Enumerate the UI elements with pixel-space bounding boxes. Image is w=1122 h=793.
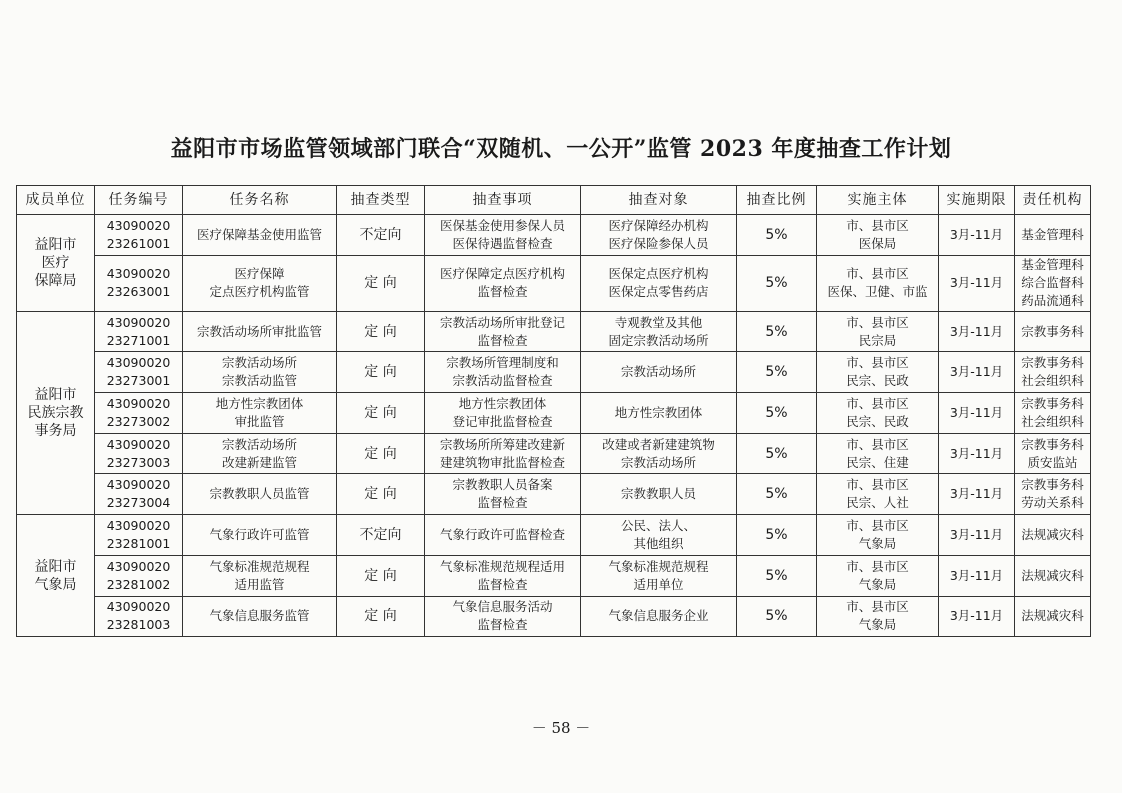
check-target-cell: 地方性宗教团体 [581, 393, 737, 434]
task-code-cell: 43090020 23261001 [95, 215, 183, 256]
header-cell: 抽查事项 [425, 186, 581, 215]
header-cell: 实施期限 [939, 186, 1015, 215]
check-ratio-cell: 5% [737, 352, 817, 393]
check-type-cell: 定 向 [337, 474, 425, 515]
check-ratio-cell: 5% [737, 255, 817, 311]
header-cell: 责任机构 [1015, 186, 1091, 215]
header-cell: 任务名称 [183, 186, 337, 215]
implementer-cell: 市、县市区 民宗、人社 [817, 474, 939, 515]
check-type-cell: 定 向 [337, 555, 425, 596]
task-name-cell: 地方性宗教团体 审批监管 [183, 393, 337, 434]
task-code-cell: 43090020 23273001 [95, 352, 183, 393]
check-ratio-cell: 5% [737, 215, 817, 256]
table-row [17, 474, 1091, 515]
member-unit-cell: 益阳市 民族宗教 事务局 [17, 311, 95, 514]
check-target-cell: 宗教活动场所 [581, 352, 737, 393]
task-name-cell: 医疗保障基金使用监管 [183, 215, 337, 256]
period-cell: 3月-11月 [939, 433, 1015, 474]
responsible-org-cell: 宗教事务科 社会组织科 [1015, 393, 1091, 434]
implementer-cell: 市、县市区 民宗、民政 [817, 393, 939, 434]
implementer-cell: 市、县市区 民宗、住建 [817, 433, 939, 474]
member-unit-cell: 益阳市 医疗 保障局 [17, 215, 95, 312]
responsible-org-cell: 基金管理科 综合监督科 药品流通科 [1015, 255, 1091, 311]
responsible-org-cell: 法规减灾科 [1015, 596, 1091, 637]
task-name-cell: 宗教活动场所 改建新建监管 [183, 433, 337, 474]
check-target-cell: 公民、法人、 其他组织 [581, 515, 737, 556]
task-name-cell: 宗教教职人员监管 [183, 474, 337, 515]
header-cell: 抽查对象 [581, 186, 737, 215]
task-code-cell: 43090020 23273004 [95, 474, 183, 515]
check-target-cell: 气象信息服务企业 [581, 596, 737, 637]
task-code-cell: 43090020 23263001 [95, 255, 183, 311]
responsible-org-cell: 法规减灾科 [1015, 515, 1091, 556]
responsible-org-cell: 宗教事务科 社会组织科 [1015, 352, 1091, 393]
check-ratio-cell: 5% [737, 596, 817, 637]
period-cell: 3月-11月 [939, 255, 1015, 311]
check-type-cell: 不定向 [337, 515, 425, 556]
check-type-cell: 定 向 [337, 352, 425, 393]
table-row [17, 555, 1091, 596]
implementer-cell: 市、县市区 气象局 [817, 515, 939, 556]
period-cell: 3月-11月 [939, 352, 1015, 393]
implementer-cell: 市、县市区 医保、卫健、市监 [817, 255, 939, 311]
header-row [17, 186, 1091, 215]
check-type-cell: 不定向 [337, 215, 425, 256]
responsible-org-cell: 法规减灾科 [1015, 555, 1091, 596]
period-cell: 3月-11月 [939, 555, 1015, 596]
check-ratio-cell: 5% [737, 311, 817, 352]
member-unit-cell: 益阳市 气象局 [17, 515, 95, 637]
table-row [17, 352, 1091, 393]
check-item-cell: 气象行政许可监督检查 [425, 515, 581, 556]
responsible-org-cell: 基金管理科 [1015, 215, 1091, 256]
implementer-cell: 市、县市区 民宗、民政 [817, 352, 939, 393]
check-target-cell: 医疗保障经办机构 医疗保险参保人员 [581, 215, 737, 256]
period-cell: 3月-11月 [939, 596, 1015, 637]
task-name-cell: 医疗保障 定点医疗机构监管 [183, 255, 337, 311]
check-item-cell: 宗教活动场所审批登记 监督检查 [425, 311, 581, 352]
task-code-cell: 43090020 23281002 [95, 555, 183, 596]
check-type-cell: 定 向 [337, 433, 425, 474]
check-item-cell: 宗教场所管理制度和 宗教活动监督检查 [425, 352, 581, 393]
header-cell: 任务编号 [95, 186, 183, 215]
header-cell: 成员单位 [17, 186, 95, 215]
check-item-cell: 气象信息服务活动 监督检查 [425, 596, 581, 637]
responsible-org-cell: 宗教事务科 [1015, 311, 1091, 352]
plan-table [16, 185, 1091, 637]
check-type-cell: 定 向 [337, 255, 425, 311]
table-row [17, 393, 1091, 434]
check-target-cell: 改建或者新建建筑物 宗教活动场所 [581, 433, 737, 474]
task-name-cell: 气象标准规范规程 适用监管 [183, 555, 337, 596]
check-ratio-cell: 5% [737, 433, 817, 474]
check-ratio-cell: 5% [737, 474, 817, 515]
check-item-cell: 医保基金使用参保人员 医保待遇监督检查 [425, 215, 581, 256]
table-row [17, 433, 1091, 474]
check-ratio-cell: 5% [737, 393, 817, 434]
table-row [17, 311, 1091, 352]
check-item-cell: 气象标准规范规程适用 监督检查 [425, 555, 581, 596]
period-cell: 3月-11月 [939, 393, 1015, 434]
check-target-cell: 寺观教堂及其他 固定宗教活动场所 [581, 311, 737, 352]
check-item-cell: 宗教教职人员备案 监督检查 [425, 474, 581, 515]
implementer-cell: 市、县市区 气象局 [817, 596, 939, 637]
check-type-cell: 定 向 [337, 596, 425, 637]
check-item-cell: 医疗保障定点医疗机构 监督检查 [425, 255, 581, 311]
period-cell: 3月-11月 [939, 215, 1015, 256]
table-row [17, 596, 1091, 637]
check-type-cell: 定 向 [337, 311, 425, 352]
check-item-cell: 宗教场所所筹建改建新 建建筑物审批监督检查 [425, 433, 581, 474]
task-code-cell: 43090020 23273003 [95, 433, 183, 474]
header-cell: 实施主体 [817, 186, 939, 215]
check-target-cell: 医保定点医疗机构 医保定点零售药店 [581, 255, 737, 311]
page-title: 益阳市市场监管领域部门联合“双随机、一公开”监管 2023 年度抽查工作计划 [170, 136, 952, 162]
task-name-cell: 宗教活动场所审批监管 [183, 311, 337, 352]
check-ratio-cell: 5% [737, 515, 817, 556]
header-cell: 抽查比例 [737, 186, 817, 215]
task-code-cell: 43090020 23273002 [95, 393, 183, 434]
page-number: － 58 － [531, 719, 591, 737]
check-type-cell: 定 向 [337, 393, 425, 434]
header-cell: 抽查类型 [337, 186, 425, 215]
task-name-cell: 气象行政许可监管 [183, 515, 337, 556]
check-target-cell: 气象标准规范规程 适用单位 [581, 555, 737, 596]
responsible-org-cell: 宗教事务科 质安监站 [1015, 433, 1091, 474]
check-item-cell: 地方性宗教团体 登记审批监督检查 [425, 393, 581, 434]
table-row [17, 215, 1091, 256]
period-cell: 3月-11月 [939, 515, 1015, 556]
task-name-cell: 宗教活动场所 宗教活动监管 [183, 352, 337, 393]
implementer-cell: 市、县市区 气象局 [817, 555, 939, 596]
table-row [17, 515, 1091, 556]
period-cell: 3月-11月 [939, 311, 1015, 352]
period-cell: 3月-11月 [939, 474, 1015, 515]
check-ratio-cell: 5% [737, 555, 817, 596]
check-target-cell: 宗教教职人员 [581, 474, 737, 515]
task-name-cell: 气象信息服务监管 [183, 596, 337, 637]
table-row [17, 255, 1091, 311]
implementer-cell: 市、县市区 民宗局 [817, 311, 939, 352]
implementer-cell: 市、县市区 医保局 [817, 215, 939, 256]
task-code-cell: 43090020 23271001 [95, 311, 183, 352]
task-code-cell: 43090020 23281003 [95, 596, 183, 637]
task-code-cell: 43090020 23281001 [95, 515, 183, 556]
responsible-org-cell: 宗教事务科 劳动关系科 [1015, 474, 1091, 515]
